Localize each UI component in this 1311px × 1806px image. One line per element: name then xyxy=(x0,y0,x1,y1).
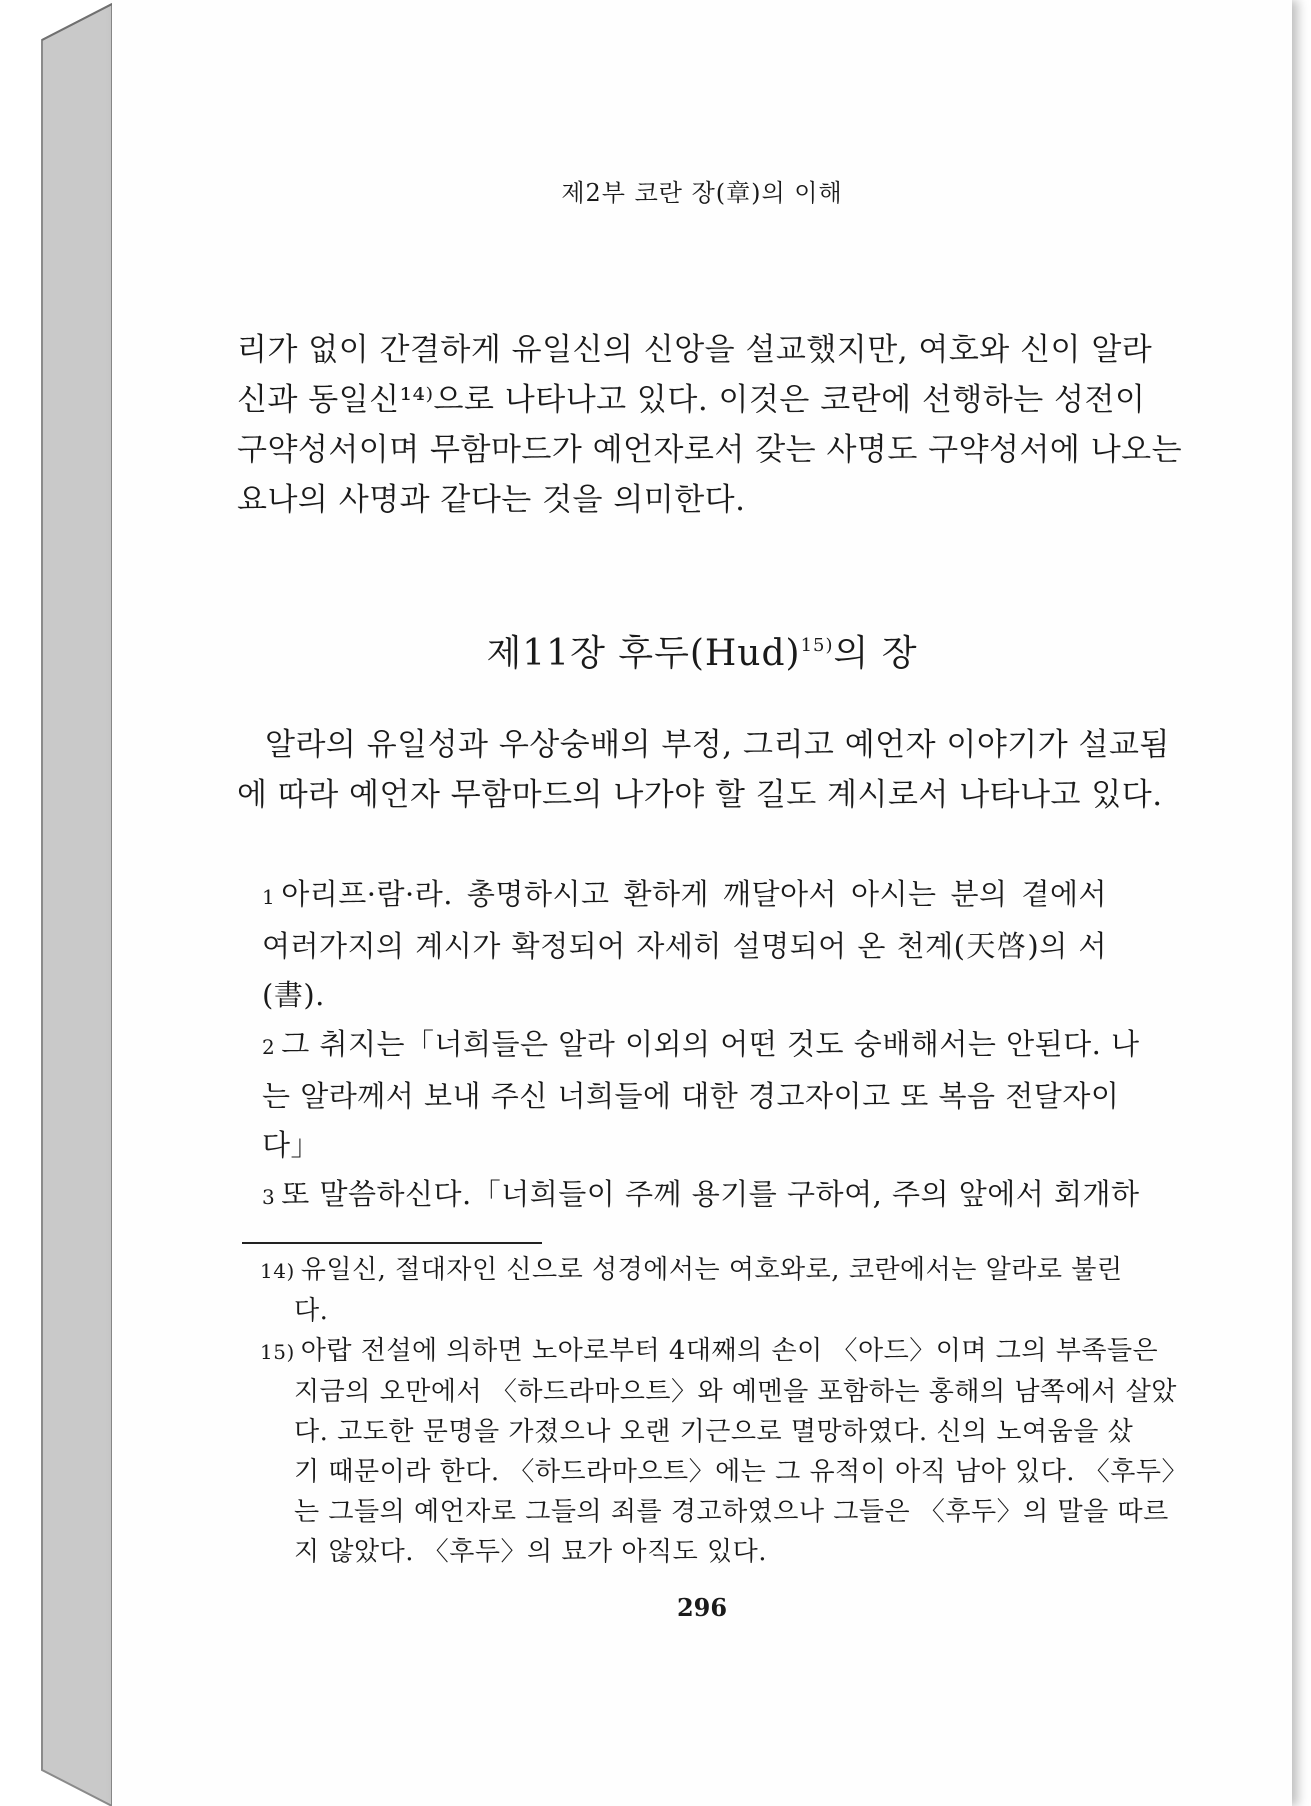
footnote-text: 유일신, 절대자인 신으로 성경에서는 여호와로, 코란에서는 알라로 불린 xyxy=(300,1255,1123,1285)
book-spine xyxy=(40,0,112,1806)
verse-list xyxy=(262,870,1140,1222)
verse-number: 2 xyxy=(262,1035,276,1059)
text-line: 신과 동일신¹⁴⁾으로 나타나고 있다. 이것은 코란에 선행하는 성전이 xyxy=(237,382,1146,418)
verse-number: 3 xyxy=(262,1185,276,1209)
verse-line xyxy=(262,1121,1107,1170)
verse-text: 그 취지는「너희들은 알라 이외의 어떤 것도 숭배해서는 안된다. 나 xyxy=(281,1027,1140,1061)
paragraph-continued xyxy=(237,325,1183,525)
footnote-line xyxy=(260,1412,1134,1452)
verse-line xyxy=(262,922,1107,971)
verse-text: 다」 xyxy=(262,1128,321,1162)
text-line: 에 따라 예언자 무함마드의 나가야 할 길도 계시로서 나타나고 있다. xyxy=(237,777,1163,813)
text-line: 리가 없이 간결하게 유일신의 신앙을 설교했지만, 여호와 신이 알라 xyxy=(237,332,1153,368)
footnote-divider xyxy=(242,1242,542,1244)
verse-text: 아리프·람·라. 총명하시고 환하게 깨달아서 아시는 분의 곁에서 xyxy=(281,877,1107,911)
verse-number: 1 xyxy=(262,885,276,909)
footnote-text: 지금의 오만에서 〈하드라마으트〉와 예멘을 포함하는 홍해의 남쪽에서 살았 xyxy=(294,1377,1177,1407)
footnote-text: 다. 고도한 문명을 가졌으나 오랜 기근으로 멸망하였다. 신의 노여움을 샀 xyxy=(294,1417,1134,1447)
chapter-title-text: 제11장 후두(Hud) xyxy=(486,633,801,674)
footnote-line xyxy=(260,1532,1110,1572)
footnote-number: 14) xyxy=(260,1259,295,1283)
chapter-intro xyxy=(237,720,1170,820)
book-page xyxy=(112,0,1292,1806)
verse-line xyxy=(262,1020,1140,1072)
footnotes xyxy=(260,1250,1189,1572)
verse-text: 또 말씀하신다.「너희들이 주께 용기를 구하여, 주의 앞에서 회개하 xyxy=(281,1177,1140,1211)
footnote-line xyxy=(260,1492,1169,1532)
text-line: 알라의 유일성과 우상숭배의 부정, 그리고 예언자 이야기가 설교됨 xyxy=(265,727,1170,763)
chapter-title-suffix: 의 장 xyxy=(833,633,918,674)
footnote-line xyxy=(260,1452,1189,1492)
footnote-text: 지 않았다. 〈후두〉의 묘가 아직도 있다. xyxy=(294,1537,767,1567)
footnote-text: 는 그들의 예언자로 그들의 죄를 경고하였으나 그들은 〈후두〉의 말을 따르 xyxy=(294,1497,1169,1527)
chapter-title xyxy=(112,625,1292,676)
footnote-line xyxy=(260,1250,1123,1291)
verse-text: (書). xyxy=(262,978,325,1012)
footnote-line xyxy=(260,1331,1159,1372)
verse-line xyxy=(262,870,1107,922)
verse-text: 여러가지의 계시가 확정되어 자세히 설명되어 온 천계(天啓)의 서 xyxy=(262,929,1107,963)
page-number: 296 xyxy=(676,1593,728,1622)
text-line: 구약성서이며 무함마드가 예언자로서 갖는 사명도 구약성서에 나오는 xyxy=(237,432,1183,468)
footnote-line xyxy=(260,1291,1110,1331)
text-line: 요나의 사명과 같다는 것을 의미한다. xyxy=(237,482,746,518)
verse-text: 는 알라께서 보내 주신 너희들에 대한 경고자이고 또 복음 전달자이 xyxy=(262,1079,1120,1113)
footnote-text: 아랍 전설에 의하면 노아로부터 4대째의 손이 〈아드〉이며 그의 부족들은 xyxy=(300,1336,1159,1366)
footnote-text: 다. xyxy=(294,1296,329,1326)
running-header: 제2부 코란 장(章)의 이해 xyxy=(561,179,843,207)
verse-line xyxy=(262,1072,1120,1121)
verse-line xyxy=(262,971,1107,1020)
footnote-text: 기 때문이라 한다. 〈하드라마으트〉에는 그 유적이 아직 남아 있다. 〈후두〉 xyxy=(294,1457,1189,1487)
verse-line xyxy=(262,1170,1140,1222)
footnote-number: 15) xyxy=(260,1340,295,1364)
footnote-line xyxy=(260,1372,1177,1412)
footnote-ref: 15) xyxy=(800,635,834,656)
